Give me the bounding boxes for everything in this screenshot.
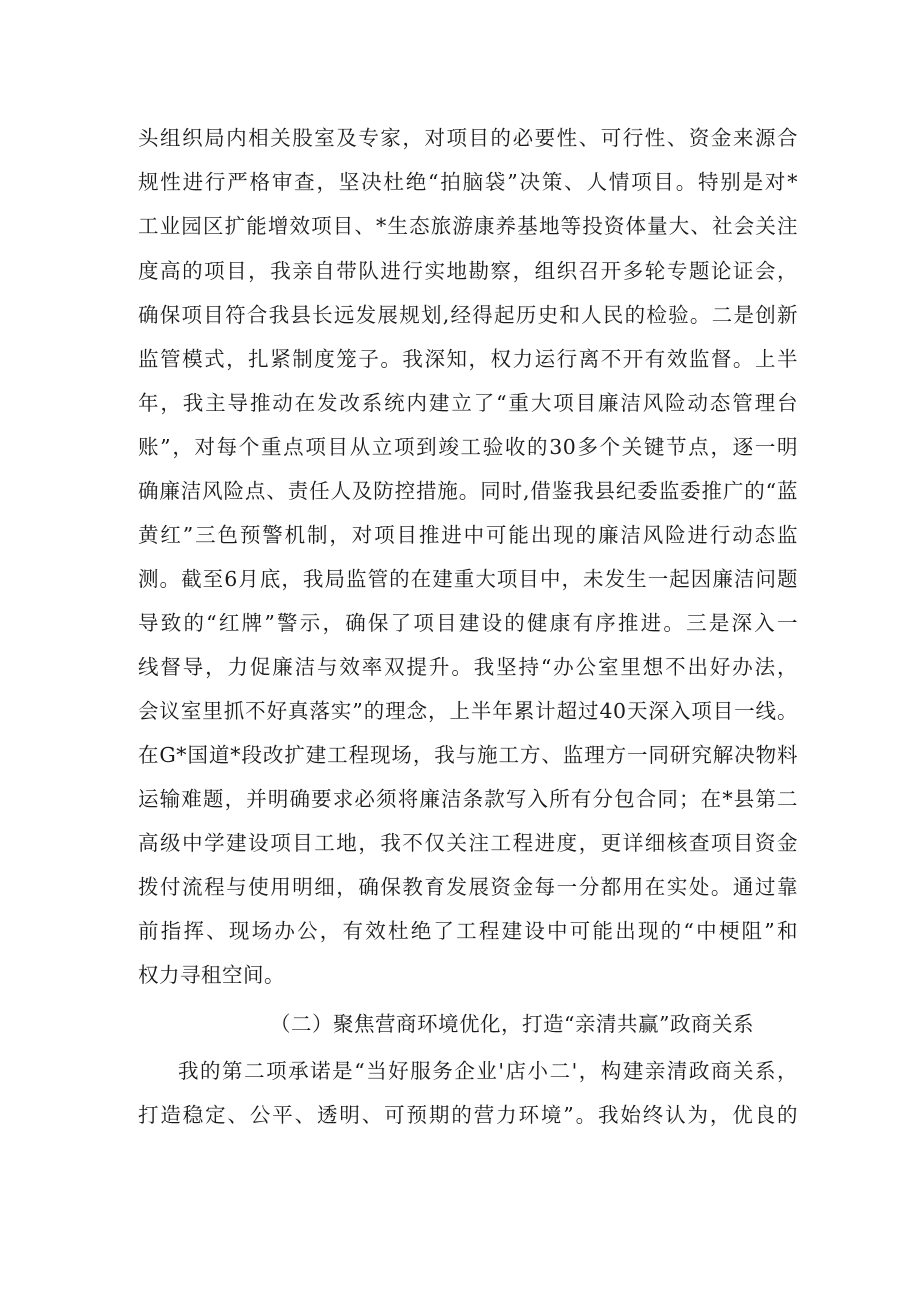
body-line-20: 权力寻租空间。 bbox=[138, 963, 285, 987]
body-line-13: 线督导，力促廉洁与效率双提升。我坚持“办公室里想不出好办法， bbox=[138, 655, 798, 679]
paragraph2-line-2: 打造稳定、公平、透明、可预期的营力环境”。我始终认为，优良的 bbox=[138, 1103, 798, 1127]
body-line-19: 前指挥、现场办公，有效杜绝了工程建设中可能出现的“中梗阻”和 bbox=[138, 919, 798, 943]
body-line-15: 在G*国道*段改扩建工程现场，我与施工方、监理方一同研究解决物料 bbox=[138, 743, 798, 767]
body-line-6: 监管模式，扎紧制度笼子。我深知，权力运行离不开有效监督。上半 bbox=[138, 347, 798, 371]
body-line-5: 确保项目符合我县长远发展规划,经得起历史和人民的检验。二是创新 bbox=[138, 303, 798, 327]
body-line-17: 高级中学建设项目工地，我不仅关注工程进度，更详细核查项目资金 bbox=[138, 831, 798, 855]
body-line-2: 规性进行严格审查，坚决杜绝“拍脑袋”决策、人情项目。特别是对* bbox=[138, 170, 798, 194]
body-line-18: 拨付流程与使用明细，确保教育发展资金每一分都用在实处。通过靠 bbox=[138, 875, 798, 899]
body-line-11: 测。截至6月底，我局监管的在建重大项目中，未发生一起因廉洁问题 bbox=[138, 567, 798, 591]
body-line-4: 度高的项目，我亲自带队进行实地勘察，组织召开多轮专题论证会， bbox=[138, 259, 798, 283]
body-line-9: 确廉洁风险点、责任人及防控措施。同时,借鉴我县纪委监委推广的“蓝 bbox=[138, 479, 798, 503]
section-heading: （二）聚焦营商环境优化，打造“亲清共赢”政商关系 bbox=[270, 1012, 754, 1036]
body-line-14: 会议室里抓不好真落实”的理念，上半年累计超过40天深入项目一线。 bbox=[138, 699, 798, 723]
body-line-1: 头组织局内相关股室及专家，对项目的必要性、可行性、资金来源合 bbox=[138, 126, 798, 150]
body-line-7: 年，我主导推动在发改系统内建立了“重大项目廉洁风险动态管理台 bbox=[138, 391, 798, 415]
body-line-10: 黄红”三色预警机制，对项目推进中可能出现的廉洁风险进行动态监 bbox=[138, 523, 798, 547]
paragraph2-line-1: 我的第二项承诺是“当好服务企业'店小二'，构建亲清政商关系， bbox=[178, 1059, 798, 1083]
body-line-8: 账”，对每个重点项目从立项到竣工验收的30多个关键节点，逐一明 bbox=[138, 435, 798, 459]
body-line-12: 导致的“红牌”警示，确保了项目建设的健康有序推进。三是深入一 bbox=[138, 611, 798, 635]
body-line-3: 工业园区扩能增效项目、*生态旅游康养基地等投资体量大、社会关注 bbox=[138, 214, 798, 238]
body-line-16: 运输难题，并明确要求必须将廉洁条款写入所有分包合同；在*县第二 bbox=[138, 787, 798, 811]
